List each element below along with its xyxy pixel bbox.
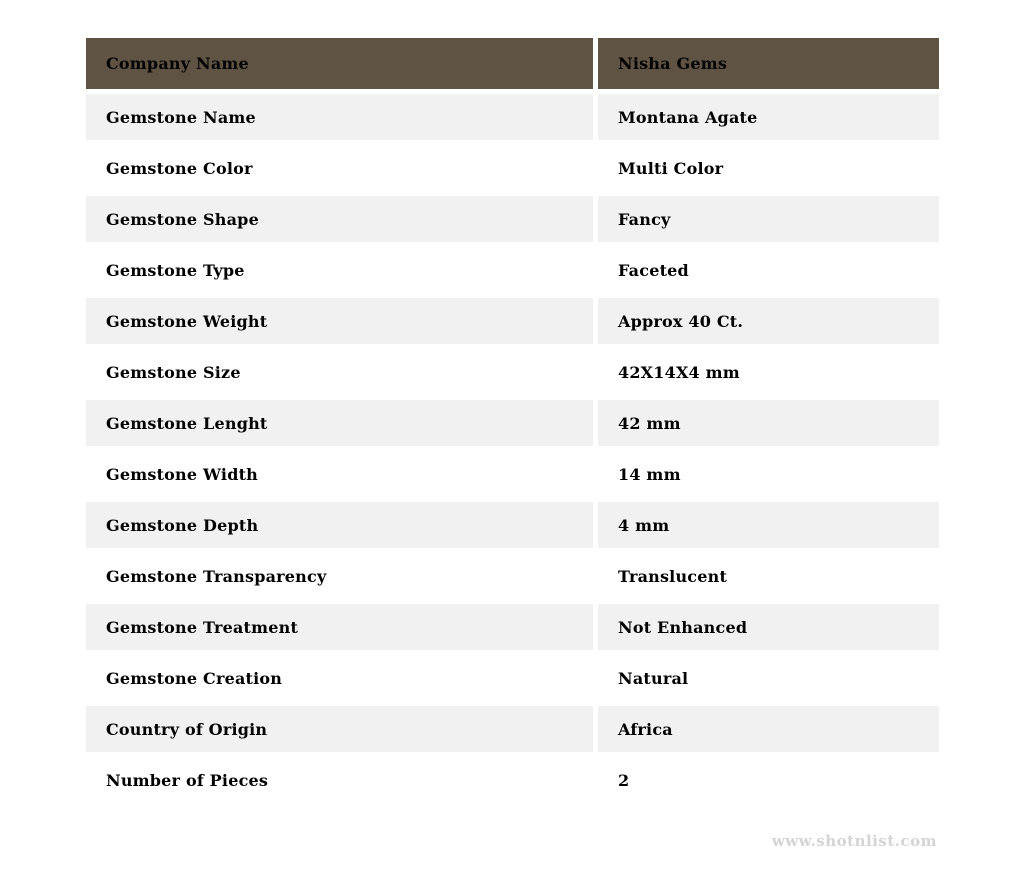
table-row — [86, 502, 939, 548]
table-row — [86, 400, 939, 446]
row-value-cell: Montana Agate — [598, 94, 939, 140]
row-label-cell: Gemstone Shape — [86, 196, 593, 242]
row-value-cell: Approx 40 Ct. — [598, 298, 939, 344]
table-row — [86, 298, 939, 344]
table-row — [86, 196, 939, 242]
row-label-cell: Gemstone Weight — [86, 298, 593, 344]
row-value-cell: Africa — [598, 706, 939, 752]
row-value-cell: 2 — [598, 757, 939, 803]
row-value-cell: Fancy — [598, 196, 939, 242]
table-row — [86, 757, 939, 803]
row-label-cell: Gemstone Type — [86, 247, 593, 293]
row-value-cell: 42X14X4 mm — [598, 349, 939, 395]
header-value-cell: Nisha Gems — [598, 38, 939, 89]
row-label-cell: Number of Pieces — [86, 757, 593, 803]
table-row — [86, 94, 939, 140]
table-row — [86, 349, 939, 395]
row-value-cell: Multi Color — [598, 145, 939, 191]
row-value-cell: 14 mm — [598, 451, 939, 497]
table-row — [86, 145, 939, 191]
row-value-cell: Faceted — [598, 247, 939, 293]
row-value-cell: Not Enhanced — [598, 604, 939, 650]
table-row — [86, 655, 939, 701]
table-row — [86, 604, 939, 650]
row-label-cell: Gemstone Creation — [86, 655, 593, 701]
row-value-cell: Natural — [598, 655, 939, 701]
row-value-cell: Translucent — [598, 553, 939, 599]
row-label-cell: Gemstone Color — [86, 145, 593, 191]
row-label-cell: Gemstone Width — [86, 451, 593, 497]
row-label-cell: Gemstone Transparency — [86, 553, 593, 599]
header-label-cell: Company Name — [86, 38, 593, 89]
row-label-cell: Gemstone Lenght — [86, 400, 593, 446]
table-row — [86, 553, 939, 599]
row-label-cell: Gemstone Depth — [86, 502, 593, 548]
table-row — [86, 451, 939, 497]
table-header-row — [86, 38, 939, 89]
table-row — [86, 247, 939, 293]
table-rows — [86, 94, 939, 803]
row-value-cell: 4 mm — [598, 502, 939, 548]
row-label-cell: Country of Origin — [86, 706, 593, 752]
row-label-cell: Gemstone Name — [86, 94, 593, 140]
row-label-cell: Gemstone Size — [86, 349, 593, 395]
watermark-text: www.shotnlist.com — [771, 832, 937, 850]
row-value-cell: 42 mm — [598, 400, 939, 446]
row-label-cell: Gemstone Treatment — [86, 604, 593, 650]
gemstone-spec-table — [86, 38, 939, 808]
table-row — [86, 706, 939, 752]
